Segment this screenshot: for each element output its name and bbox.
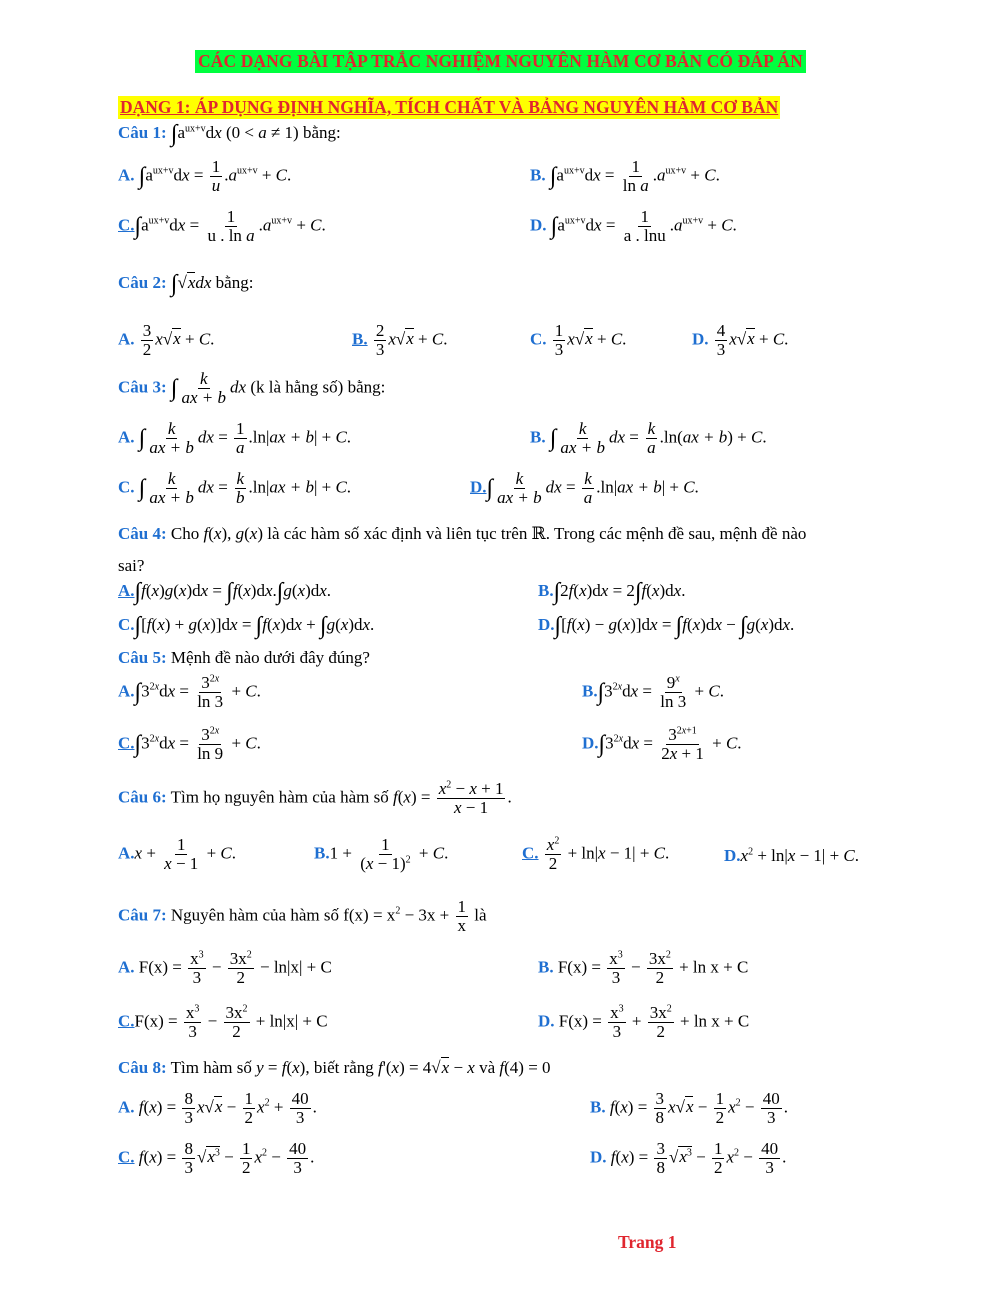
q4-option-d: D.∫[f(x) − g(x)]dx = ∫f(x)dx − ∫g(x)dx. [538, 613, 795, 639]
q2-option-c: C. $\frac{1}{3}$ x√x + C. [530, 321, 627, 359]
question-1: Câu 1: $\int a^{ux+v}dx$ (0 < a ≠ 1) bằng: [118, 121, 341, 147]
q3-option-c: C. ∫ $\frac{k}{ax + b}$ dx = $\frac{k}{b}$ .ln|ax + b| + C. [118, 469, 352, 507]
q8-option-b: B. f(x) = $\frac{3}{8}$ x√x − $\frac{1}{2}$ $x^2$ − $\frac{40}{3}$ . [590, 1089, 788, 1127]
question-tail: bằng: [302, 122, 341, 142]
q3-option-d: D.∫ $\frac{k}{ax + b}$ dx = $\frac{k}{a}$ .ln|ax + b| + C. [470, 469, 699, 507]
q5-option-c: $C.\int 3^{2x}dx$ = $\frac{3^{2x}}{\ln 9}$ + C. [118, 725, 261, 763]
q6-option-d: $D.x^2 + \ln|x - 1| + C$. [724, 846, 860, 865]
q4-option-a: A.∫f(x)g(x)dx = ∫f(x)dx.∫g(x)dx. [118, 579, 332, 605]
q7-option-b: B. F(x) = $\frac{x^3}{3}$ − $\frac{3x^2}{2}$ + ln x + C [538, 949, 749, 987]
q8-option-d: D. f(x) = $\frac{3}{8}$ $√x^3$ − $\frac{1}{2}$ $x^2$ − $\frac{40}{3}$ . [590, 1139, 787, 1177]
section-heading: DẠNG 1: ÁP DỤNG ĐỊNH NGHĨA, TÍCH CHẤT VÀ BẢNG NGUYÊN HÀM CƠ BẢN [120, 97, 779, 117]
q4-option-c: C.∫[f(x) + g(x)]dx = ∫f(x)dx + ∫g(x)dx. [118, 613, 375, 639]
question-4: Câu 4: Cho f(x), g(x) là các hàm số xác định và liên tục trên ℝ. Trong các mệnh đề sau, mệnh đề nào [118, 524, 807, 543]
q4-option-b: B.∫2f(x)dx = 2∫f(x)dx. [538, 579, 686, 605]
q7-option-a: A. F(x) = $\frac{x^3}{3}$ − $\frac{3x^2}{2}$ − ln|x| + C [118, 949, 332, 987]
question-4-cont: sai? [118, 556, 145, 575]
q2-option-d: D. $\frac{4}{3}$ x√x + C. [692, 321, 789, 359]
q1-option-a: A. $\int a^{ux+v}dx$ = $\frac{1}{u}$ $.a^{ux+v} + C$. [118, 157, 292, 195]
q7-option-c: C.F(x) = $\frac{x^3}{3}$ − $\frac{3x^2}{2}$ + ln|x| + C [118, 1003, 328, 1041]
question-2: Câu 2: ∫√xdx bằng: [118, 271, 254, 297]
question-7: Câu 7: Nguyên hàm của hàm số $f(x) = x^2 - 3x$ + $\frac{1}{x}$ là [118, 897, 487, 935]
q8-option-c: C. f(x) = $\frac{8}{3}$ $√x^3$ − $\frac{1}{2}$ $x^2$ − $\frac{40}{3}$ . [118, 1139, 315, 1177]
q6-option-c: C. $\frac{x^2}{2}$ + ln|x − 1| + C. [522, 835, 670, 873]
q1-option-d: D. $\int a^{ux+v}dx$ = $\frac{1}{a . \ln u}$ $.a^{ux+v} + C$. [530, 207, 737, 245]
q5-option-a: $A.\int 3^{2x}dx$ = $\frac{3^{2x}}{\ln 3}$ + C. [118, 673, 261, 711]
question-8: Câu 8: Tìm hàm số y = f(x), biết rằng f'(x) = 4√x − x và f(4) = 0 [118, 1058, 551, 1077]
q7-option-d: D. F(x) = $\frac{x^3}{3}$ + $\frac{3x^2}{2}$ + ln x + C [538, 1003, 750, 1041]
q8-option-a: A. f(x) = $\frac{8}{3}$ x√x − $\frac{1}{2}$ $x^2$ + $\frac{40}{3}$ . [118, 1089, 317, 1127]
q5-option-b: $B.\int 3^{2x}dx$ = $\frac{9^x}{\ln 3}$ + C. [582, 673, 724, 711]
q1-option-c: $C.\int a^{ux+v}dx$ = $\frac{1}{\text{u . ln a}}$ $.a^{ux+v} + C$. [118, 207, 326, 245]
q6-option-b: B.1 + $\frac{1}{(x - 1)^2}$ + C. [314, 835, 449, 873]
question-5: Câu 5: Mệnh đề nào dưới đây đúng? [118, 648, 370, 667]
q2-option-a: A. $\frac{3}{2}$ x√x + C. [118, 321, 215, 359]
q5-option-d: $D.\int 3^{2x}dx$ = $\frac{3^{2x+1}}{2x + 1}$ + C. [582, 725, 742, 763]
q6-option-a: A.x + $\frac{1}{x - 1}$ + C. [118, 835, 236, 873]
q1-option-b: B. $\int a^{ux+v}dx$ = $\frac{1}{\text{ln a}}$ $.a^{ux+v} + C$. [530, 157, 720, 195]
q3-option-a: A. ∫ $\frac{k}{ax + b}$ dx = $\frac{1}{a}$ .ln|ax + b| + C. [118, 419, 352, 457]
q3-option-b: B. ∫ $\frac{k}{ax + b}$ dx = $\frac{k}{a}$ .ln(ax + b) + C. [530, 419, 767, 457]
page-number: Trang 1 [618, 1232, 677, 1252]
question-6: Câu 6: Tìm họ nguyên hàm của hàm số f(x) = $\frac{x^2 - x + 1}{x - 1}$ . [118, 779, 512, 817]
q2-option-b: B. $\frac{2}{3}$ x√x + C. [352, 321, 448, 359]
question-3: Câu 3: ∫ $\frac{k}{ax + b}$ dx (k là hằng số) bằng: [118, 369, 386, 407]
question-label: Câu 1: [118, 122, 167, 142]
page-title: CÁC DẠNG BÀI TẬP TRẮC NGHIỆM NGUYÊN HÀM CƠ BẢN CÓ ĐÁP ÁN [195, 50, 806, 73]
